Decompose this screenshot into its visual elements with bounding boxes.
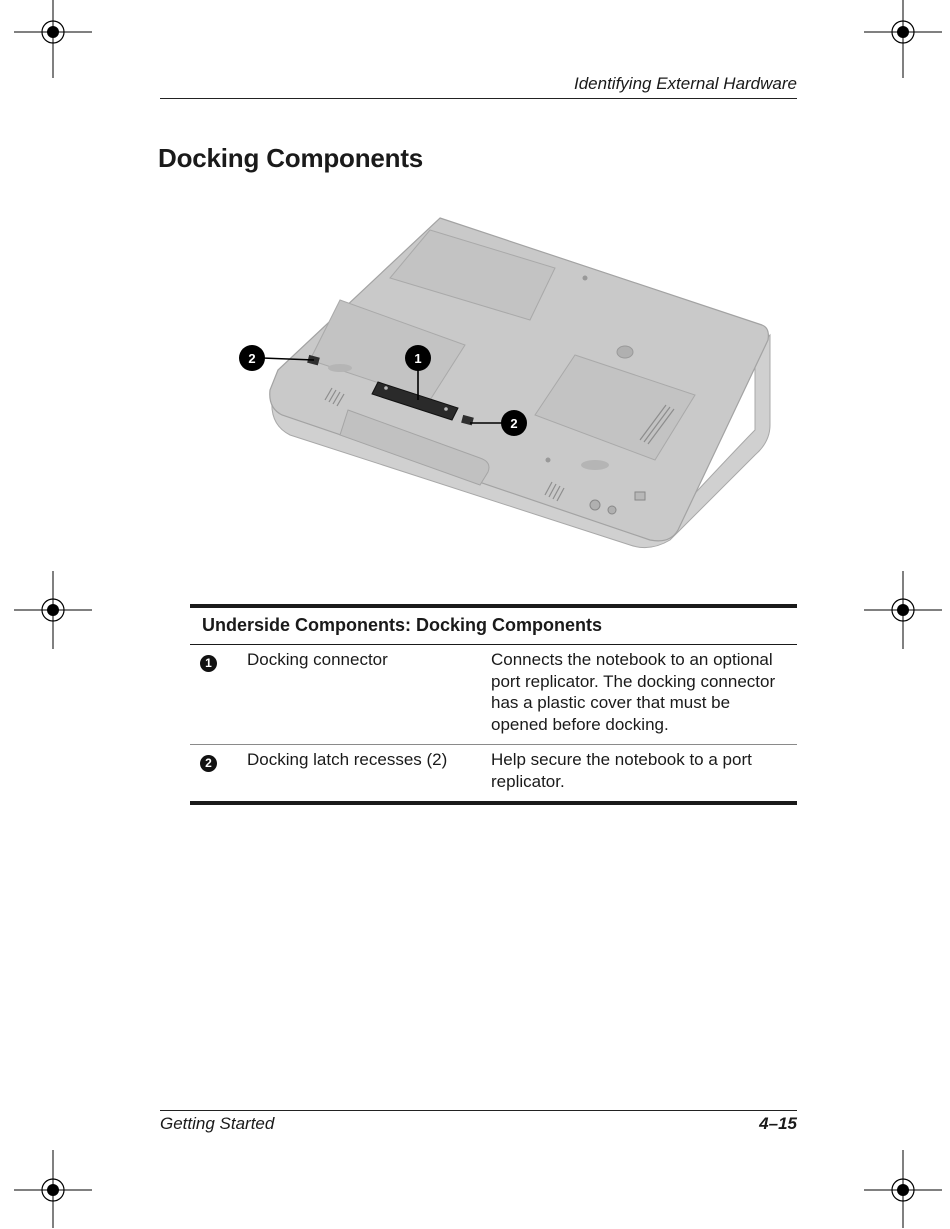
callout-1-badge xyxy=(405,345,431,371)
svg-text:1: 1 xyxy=(414,351,422,366)
component-name: Docking connector xyxy=(241,645,485,745)
registration-mark-icon xyxy=(864,571,942,649)
registration-mark-icon xyxy=(14,1150,92,1228)
registration-mark-icon xyxy=(864,0,942,78)
page-number: 4–15 xyxy=(759,1114,797,1133)
table-caption: Underside Components: Docking Components xyxy=(190,606,797,645)
registration-mark-icon xyxy=(14,0,92,78)
running-header: Identifying External Hardware xyxy=(573,74,797,93)
registration-mark-icon xyxy=(864,1150,942,1228)
component-name: Docking latch recesses (2) xyxy=(241,745,485,804)
table-row xyxy=(190,745,797,804)
callout-2-right-badge xyxy=(501,410,527,436)
registration-mark-icon xyxy=(14,571,92,649)
svg-text:2: 2 xyxy=(510,416,518,431)
components-table xyxy=(190,604,797,805)
svg-text:2: 2 xyxy=(248,351,256,366)
component-description: Help secure the notebook to a port replicator. xyxy=(485,745,797,804)
header-rule xyxy=(160,98,797,99)
callout-number-badge: 1 xyxy=(200,655,217,672)
table-row xyxy=(190,645,797,745)
notebook-underside-illustration xyxy=(230,210,790,560)
callout-2-left-badge xyxy=(239,345,265,371)
component-description: Connects the notebook to an optional port replicator. The docking connector has a plastic cover that must be opened before docking. xyxy=(485,645,797,745)
callout-number-badge: 2 xyxy=(200,755,217,772)
footer-book-title: Getting Started xyxy=(160,1114,275,1133)
page-title: Docking Components xyxy=(158,143,424,173)
footer-rule xyxy=(160,1110,797,1111)
